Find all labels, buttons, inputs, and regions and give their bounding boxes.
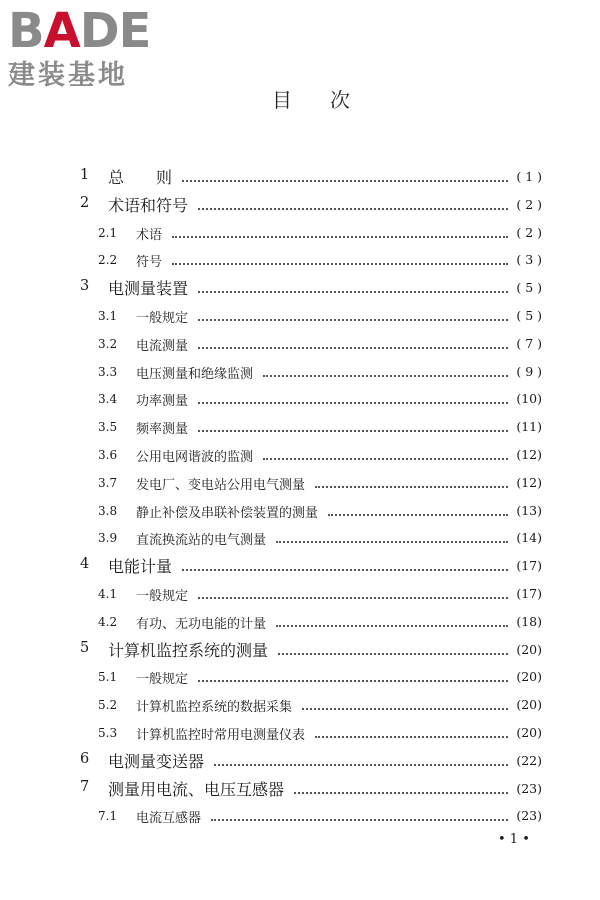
toc-entry-title: 总 则 <box>108 168 173 187</box>
toc-entry-number: 3.3 <box>98 364 118 379</box>
toc-entry-title: 术语和符号 <box>108 195 189 215</box>
toc-leader-dots <box>198 428 508 432</box>
toc-entry-page: (17) <box>516 586 542 601</box>
toc-entry-title: 有功、无功电能的计量 <box>136 616 267 632</box>
toc-leader-dots <box>276 623 508 627</box>
toc-entry-page: (23) <box>516 780 542 796</box>
page-number: • 1 • <box>498 832 530 847</box>
toc-leader-dots <box>315 484 508 488</box>
toc-entry[interactable] <box>0 386 600 414</box>
toc-entry-page: (20) <box>516 725 542 740</box>
toc-leader-dots <box>182 178 508 182</box>
toc-entry-number: 3.1 <box>98 309 118 323</box>
toc-entry[interactable] <box>0 359 600 387</box>
toc-entry[interactable] <box>0 748 600 776</box>
toc-entry-number: 4.1 <box>98 587 118 601</box>
toc-entry[interactable] <box>0 803 600 831</box>
toc-entry-page: ( 7 ) <box>516 335 542 351</box>
toc-leader-dots <box>198 317 508 321</box>
toc-entry[interactable] <box>0 275 600 303</box>
toc-entry-title: 公用电网谐波的监测 <box>136 450 254 465</box>
toc-entry-page: (23) <box>516 808 542 824</box>
toc-entry-number: 5 <box>80 639 90 656</box>
toc-entry-page: (12) <box>516 447 542 462</box>
toc-entry-page: (20) <box>516 669 542 685</box>
toc-entry[interactable] <box>0 720 600 748</box>
toc-entry-number: 2 <box>80 194 90 211</box>
toc-entry[interactable] <box>0 664 600 692</box>
toc-entry[interactable] <box>0 609 600 637</box>
toc-entry-title: 计算机监控系统的数据采集 <box>136 700 293 716</box>
toc-entry-title: 直流换流站的电气测量 <box>136 533 267 549</box>
toc-entry-title: 计算机监控时常用电测量仪表 <box>136 728 306 743</box>
toc-entry-page: ( 5 ) <box>516 308 542 323</box>
toc-entry-number: 2.1 <box>98 225 118 240</box>
logo-subtitle: 建装基地 <box>8 60 128 91</box>
toc-leader-dots <box>198 345 508 349</box>
toc-entry-number: 5.2 <box>98 698 118 713</box>
toc-entry-number: 3.9 <box>98 531 118 546</box>
toc-entry-title: 电流互感器 <box>136 811 202 827</box>
logo-wordmark: BADE <box>8 3 151 59</box>
toc-entry-page: (20) <box>516 697 542 713</box>
toc-entry-title: 功率测量 <box>136 394 189 410</box>
toc-entry-page: ( 9 ) <box>516 363 542 379</box>
toc-entry-page: ( 2 ) <box>516 196 542 212</box>
toc-entry-number: 7.1 <box>98 809 118 824</box>
toc-entry[interactable] <box>0 498 600 526</box>
toc-entry-title: 电压测量和绝缘监测 <box>136 366 254 382</box>
toc-entry-title: 电测量变送器 <box>108 751 205 771</box>
toc-leader-dots <box>278 651 508 655</box>
toc-entry-title: 电能计量 <box>108 557 173 577</box>
toc-leader-dots <box>263 373 508 377</box>
toc-entry[interactable] <box>0 776 600 804</box>
toc-leader-dots <box>182 567 508 571</box>
toc-entry[interactable] <box>0 692 600 720</box>
toc-entry[interactable] <box>0 442 600 470</box>
toc-leader-dots <box>198 206 508 210</box>
toc-entry-number: 3.7 <box>98 475 118 490</box>
toc-entry-page: (10) <box>516 391 542 407</box>
toc-leader-dots <box>294 790 508 794</box>
toc-entry[interactable] <box>0 525 600 553</box>
toc-entry-title: 一般规定 <box>136 311 189 326</box>
toc-leader-dots <box>315 734 508 738</box>
toc-entry[interactable] <box>0 164 600 192</box>
toc-entry-title: 符号 <box>136 255 163 271</box>
toc-entry-page: (11) <box>516 419 542 435</box>
toc-entry-number: 3 <box>80 278 90 295</box>
toc-leader-dots <box>276 539 508 543</box>
toc-entry-page: (20) <box>516 641 542 657</box>
toc-entry-title: 发电厂、变电站公用电气测量 <box>136 477 306 493</box>
toc-entry-number: 5.1 <box>98 670 118 685</box>
toc-entry[interactable] <box>0 637 600 665</box>
toc-entry-page: ( 3 ) <box>516 252 542 268</box>
toc-entry-page: (13) <box>516 502 542 518</box>
toc-entry-number: 6 <box>80 750 90 767</box>
toc-entry[interactable] <box>0 470 600 498</box>
toc-leader-dots <box>214 762 508 766</box>
toc-entry-title: 一般规定 <box>136 672 189 688</box>
toc-entry-title: 电流测量 <box>136 338 189 354</box>
toc-entry[interactable] <box>0 581 600 609</box>
toc-leader-dots <box>328 512 508 516</box>
toc-leader-dots <box>263 456 508 460</box>
toc-entry-number: 3.6 <box>98 448 118 462</box>
toc-leader-dots <box>198 289 508 293</box>
toc-entry-number: 3.5 <box>98 420 118 435</box>
toc-entry[interactable] <box>0 303 600 331</box>
toc-entry-page: (12) <box>516 474 542 490</box>
toc-leader-dots <box>172 261 508 265</box>
toc-entry-number: 3.2 <box>98 336 118 351</box>
toc-entry-page: ( 2 ) <box>516 224 542 240</box>
toc-entry-page: (22) <box>516 752 542 768</box>
toc-entry-page: ( 1 ) <box>516 169 542 184</box>
toc-entry-page: (14) <box>516 530 542 546</box>
toc-entry[interactable] <box>0 331 600 359</box>
toc-entry[interactable] <box>0 192 600 220</box>
toc-entry-title: 术语 <box>136 227 163 243</box>
toc-leader-dots <box>198 400 508 404</box>
page-title: 目次 <box>272 88 388 112</box>
toc-entry[interactable] <box>0 247 600 275</box>
toc-entry-page: (18) <box>516 613 542 629</box>
toc-entry[interactable] <box>0 220 600 248</box>
toc-entry-number: 3.4 <box>98 392 118 407</box>
toc-entry-number: 4.2 <box>98 614 118 629</box>
toc-leader-dots <box>302 706 508 710</box>
toc-entry-number: 1 <box>80 167 90 183</box>
toc-entry-page: (17) <box>516 558 542 574</box>
toc-entry-number: 5.3 <box>98 726 118 740</box>
toc-entry-title: 电测量装置 <box>108 279 189 299</box>
toc-leader-dots <box>211 817 508 821</box>
toc-entry-number: 7 <box>80 778 90 795</box>
logo-accent-letter: A <box>43 3 80 59</box>
toc-leader-dots <box>198 678 508 682</box>
toc-entry-number: 2.2 <box>98 253 118 268</box>
toc-leader-dots <box>198 595 508 599</box>
toc-entry[interactable] <box>0 414 600 442</box>
toc-entry-title: 频率测量 <box>136 422 189 438</box>
toc-entry[interactable] <box>0 553 600 581</box>
toc-entry-title: 计算机监控系统的测量 <box>108 640 269 660</box>
toc-entry-number: 4 <box>80 556 90 573</box>
toc-entry-number: 3.8 <box>98 503 118 518</box>
toc-entry-title: 一般规定 <box>136 589 189 604</box>
toc-entry-title: 静止补偿及串联补偿装置的测量 <box>136 505 319 521</box>
toc-leader-dots <box>172 234 508 238</box>
toc-entry-title: 测量用电流、电压互感器 <box>108 779 285 799</box>
toc-entry-page: ( 5 ) <box>516 280 542 296</box>
